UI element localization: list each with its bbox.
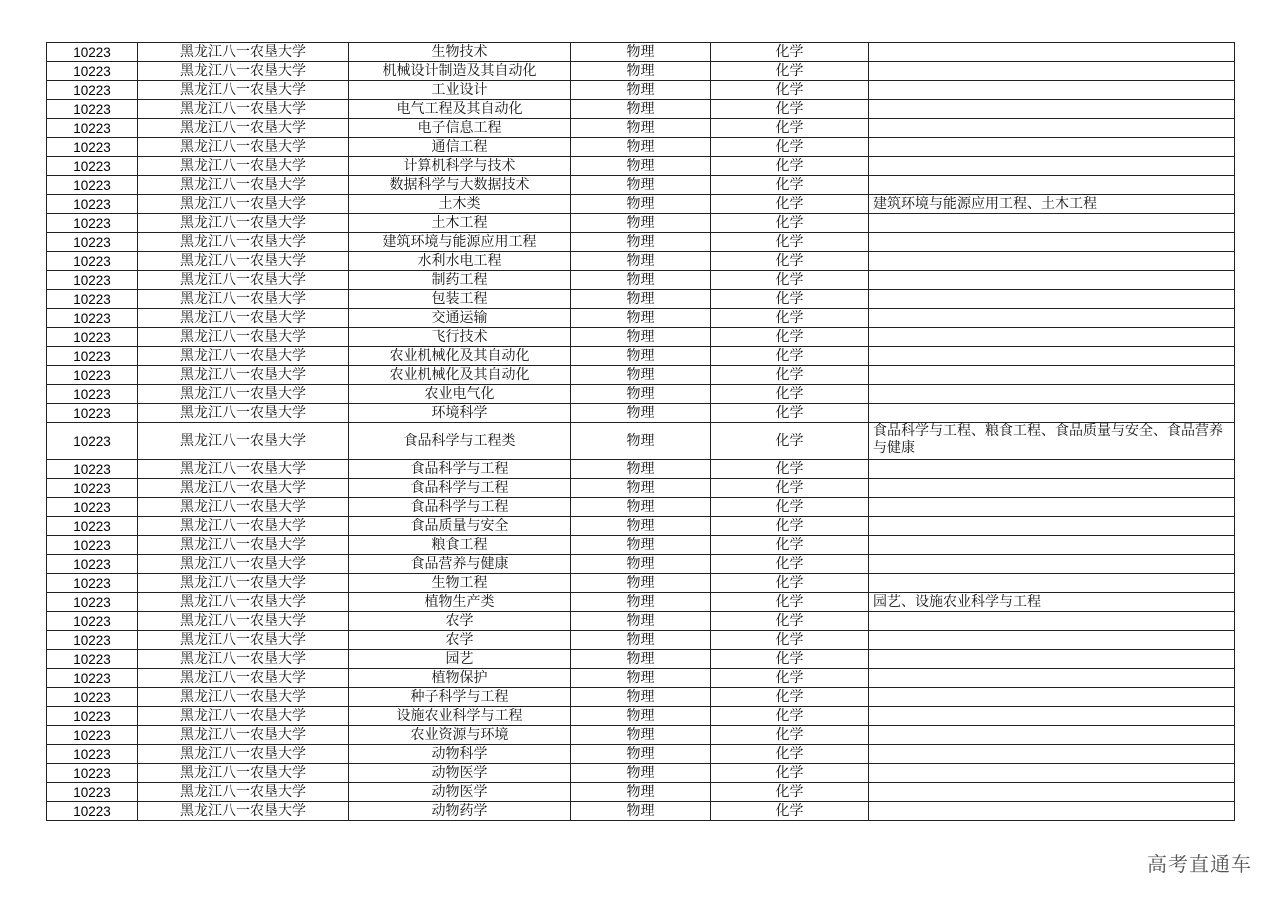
school-code-cell: 10223: [47, 252, 138, 271]
included-majors-cell: [869, 555, 1235, 574]
included-majors-cell: 园艺、设施农业科学与工程: [869, 593, 1235, 612]
school-code-cell: 10223: [47, 460, 138, 479]
school-code-cell: 10223: [47, 309, 138, 328]
school-name-cell: 黑龙江八一农垦大学: [138, 138, 349, 157]
included-majors-cell: [869, 214, 1235, 233]
table-row: [47, 81, 1235, 100]
required-subject-1-cell: 物理: [571, 631, 711, 650]
required-subject-1-cell: 物理: [571, 157, 711, 176]
included-majors-cell: [869, 688, 1235, 707]
table-row: [47, 328, 1235, 347]
school-code-cell: 10223: [47, 176, 138, 195]
major-name-cell: 粮食工程: [349, 536, 571, 555]
required-subject-2-cell: 化学: [711, 385, 869, 404]
school-name-cell: 黑龙江八一农垦大学: [138, 176, 349, 195]
included-majors-cell: [869, 290, 1235, 309]
school-code-cell: 10223: [47, 593, 138, 612]
school-name-cell: 黑龙江八一农垦大学: [138, 688, 349, 707]
table-row: [47, 688, 1235, 707]
major-name-cell: 生物技术: [349, 43, 571, 62]
school-code-cell: 10223: [47, 233, 138, 252]
included-majors-cell: [869, 650, 1235, 669]
required-subject-2-cell: 化学: [711, 783, 869, 802]
school-code-cell: 10223: [47, 81, 138, 100]
school-code-cell: 10223: [47, 555, 138, 574]
table-row: [47, 385, 1235, 404]
required-subject-2-cell: 化学: [711, 517, 869, 536]
included-majors-cell: [869, 366, 1235, 385]
required-subject-2-cell: 化学: [711, 593, 869, 612]
required-subject-1-cell: 物理: [571, 119, 711, 138]
included-majors-cell: [869, 176, 1235, 195]
school-name-cell: 黑龙江八一农垦大学: [138, 745, 349, 764]
required-subject-2-cell: 化学: [711, 252, 869, 271]
included-majors-cell: [869, 347, 1235, 366]
school-code-cell: 10223: [47, 745, 138, 764]
required-subject-1-cell: 物理: [571, 176, 711, 195]
table-row: [47, 62, 1235, 81]
table-body: [47, 43, 1235, 821]
included-majors-cell: [869, 536, 1235, 555]
included-majors-cell: [869, 479, 1235, 498]
school-code-cell: 10223: [47, 479, 138, 498]
required-subject-1-cell: 物理: [571, 385, 711, 404]
school-code-cell: 10223: [47, 138, 138, 157]
major-name-cell: 机械设计制造及其自动化: [349, 62, 571, 81]
required-subject-1-cell: 物理: [571, 536, 711, 555]
school-code-cell: 10223: [47, 119, 138, 138]
major-name-cell: 包装工程: [349, 290, 571, 309]
major-name-cell: 农学: [349, 631, 571, 650]
major-name-cell: 动物医学: [349, 764, 571, 783]
school-name-cell: 黑龙江八一农垦大学: [138, 764, 349, 783]
major-name-cell: 数据科学与大数据技术: [349, 176, 571, 195]
required-subject-1-cell: 物理: [571, 802, 711, 821]
school-code-cell: 10223: [47, 707, 138, 726]
table-row: [47, 347, 1235, 366]
watermark-text: 高考直通车: [1147, 852, 1252, 876]
required-subject-2-cell: 化学: [711, 81, 869, 100]
required-subject-1-cell: 物理: [571, 498, 711, 517]
major-name-cell: 设施农业科学与工程: [349, 707, 571, 726]
school-name-cell: 黑龙江八一农垦大学: [138, 233, 349, 252]
table-row: [47, 650, 1235, 669]
major-name-cell: 环境科学: [349, 404, 571, 423]
school-name-cell: 黑龙江八一农垦大学: [138, 423, 349, 460]
school-name-cell: 黑龙江八一农垦大学: [138, 479, 349, 498]
major-name-cell: 通信工程: [349, 138, 571, 157]
school-name-cell: 黑龙江八一农垦大学: [138, 157, 349, 176]
required-subject-2-cell: 化学: [711, 574, 869, 593]
included-majors-cell: [869, 157, 1235, 176]
major-name-cell: 农业资源与环境: [349, 726, 571, 745]
required-subject-2-cell: 化学: [711, 536, 869, 555]
school-name-cell: 黑龙江八一农垦大学: [138, 707, 349, 726]
major-name-cell: 种子科学与工程: [349, 688, 571, 707]
school-name-cell: 黑龙江八一农垦大学: [138, 119, 349, 138]
table-row: [47, 233, 1235, 252]
school-code-cell: 10223: [47, 157, 138, 176]
required-subject-1-cell: 物理: [571, 100, 711, 119]
required-subject-2-cell: 化学: [711, 479, 869, 498]
school-code-cell: 10223: [47, 328, 138, 347]
major-name-cell: 电子信息工程: [349, 119, 571, 138]
required-subject-1-cell: 物理: [571, 707, 711, 726]
required-subject-2-cell: 化学: [711, 309, 869, 328]
major-name-cell: 飞行技术: [349, 328, 571, 347]
major-name-cell: 土木工程: [349, 214, 571, 233]
required-subject-1-cell: 物理: [571, 764, 711, 783]
table-row: [47, 536, 1235, 555]
school-code-cell: 10223: [47, 802, 138, 821]
required-subject-1-cell: 物理: [571, 195, 711, 214]
school-code-cell: 10223: [47, 271, 138, 290]
required-subject-2-cell: 化学: [711, 423, 869, 460]
school-code-cell: 10223: [47, 726, 138, 745]
school-name-cell: 黑龙江八一农垦大学: [138, 574, 349, 593]
included-majors-cell: [869, 62, 1235, 81]
table-row: [47, 157, 1235, 176]
major-name-cell: 计算机科学与技术: [349, 157, 571, 176]
major-name-cell: 食品科学与工程类: [349, 423, 571, 460]
required-subject-2-cell: 化学: [711, 688, 869, 707]
admission-subject-table: [46, 42, 1235, 821]
included-majors-cell: [869, 404, 1235, 423]
included-majors-cell: [869, 309, 1235, 328]
included-majors-cell: [869, 498, 1235, 517]
required-subject-1-cell: 物理: [571, 309, 711, 328]
school-code-cell: 10223: [47, 290, 138, 309]
school-name-cell: 黑龙江八一农垦大学: [138, 100, 349, 119]
table-row: [47, 726, 1235, 745]
table-row: [47, 669, 1235, 688]
major-name-cell: 动物医学: [349, 783, 571, 802]
major-name-cell: 园艺: [349, 650, 571, 669]
table-row: [47, 574, 1235, 593]
major-name-cell: 农业机械化及其自动化: [349, 366, 571, 385]
included-majors-cell: [869, 764, 1235, 783]
table-row: [47, 555, 1235, 574]
table-row: [47, 119, 1235, 138]
required-subject-1-cell: 物理: [571, 669, 711, 688]
required-subject-2-cell: 化学: [711, 631, 869, 650]
required-subject-2-cell: 化学: [711, 650, 869, 669]
required-subject-2-cell: 化学: [711, 328, 869, 347]
major-name-cell: 植物保护: [349, 669, 571, 688]
included-majors-cell: [869, 612, 1235, 631]
school-name-cell: 黑龙江八一农垦大学: [138, 385, 349, 404]
major-name-cell: 食品科学与工程: [349, 498, 571, 517]
school-name-cell: 黑龙江八一农垦大学: [138, 631, 349, 650]
required-subject-1-cell: 物理: [571, 726, 711, 745]
included-majors-cell: [869, 328, 1235, 347]
required-subject-1-cell: 物理: [571, 347, 711, 366]
table-row: [47, 252, 1235, 271]
required-subject-2-cell: 化学: [711, 669, 869, 688]
school-code-cell: 10223: [47, 669, 138, 688]
school-code-cell: 10223: [47, 62, 138, 81]
major-name-cell: 植物生产类: [349, 593, 571, 612]
school-code-cell: 10223: [47, 688, 138, 707]
required-subject-1-cell: 物理: [571, 783, 711, 802]
school-name-cell: 黑龙江八一农垦大学: [138, 271, 349, 290]
included-majors-cell: 食品科学与工程、粮食工程、食品质量与安全、食品营养与健康: [869, 423, 1235, 460]
required-subject-1-cell: 物理: [571, 138, 711, 157]
required-subject-1-cell: 物理: [571, 404, 711, 423]
school-code-cell: 10223: [47, 347, 138, 366]
required-subject-1-cell: 物理: [571, 745, 711, 764]
required-subject-2-cell: 化学: [711, 100, 869, 119]
school-name-cell: 黑龙江八一农垦大学: [138, 195, 349, 214]
major-name-cell: 建筑环境与能源应用工程: [349, 233, 571, 252]
school-name-cell: 黑龙江八一农垦大学: [138, 460, 349, 479]
school-code-cell: 10223: [47, 764, 138, 783]
school-name-cell: 黑龙江八一农垦大学: [138, 366, 349, 385]
school-name-cell: 黑龙江八一农垦大学: [138, 726, 349, 745]
required-subject-1-cell: 物理: [571, 688, 711, 707]
school-name-cell: 黑龙江八一农垦大学: [138, 783, 349, 802]
required-subject-2-cell: 化学: [711, 290, 869, 309]
major-name-cell: 食品营养与健康: [349, 555, 571, 574]
included-majors-cell: [869, 100, 1235, 119]
major-name-cell: 农学: [349, 612, 571, 631]
included-majors-cell: 建筑环境与能源应用工程、土木工程: [869, 195, 1235, 214]
table-row: [47, 366, 1235, 385]
major-name-cell: 电气工程及其自动化: [349, 100, 571, 119]
school-code-cell: 10223: [47, 43, 138, 62]
table-row: [47, 479, 1235, 498]
table-row: [47, 612, 1235, 631]
table-row: [47, 290, 1235, 309]
required-subject-2-cell: 化学: [711, 157, 869, 176]
required-subject-2-cell: 化学: [711, 347, 869, 366]
table-row: [47, 43, 1235, 62]
major-name-cell: 交通运输: [349, 309, 571, 328]
required-subject-2-cell: 化学: [711, 366, 869, 385]
school-code-cell: 10223: [47, 423, 138, 460]
major-name-cell: 水利水电工程: [349, 252, 571, 271]
included-majors-cell: [869, 271, 1235, 290]
required-subject-2-cell: 化学: [711, 612, 869, 631]
school-code-cell: 10223: [47, 631, 138, 650]
school-code-cell: 10223: [47, 100, 138, 119]
table-row: [47, 404, 1235, 423]
school-code-cell: 10223: [47, 612, 138, 631]
required-subject-2-cell: 化学: [711, 802, 869, 821]
table-row: [47, 271, 1235, 290]
school-name-cell: 黑龙江八一农垦大学: [138, 43, 349, 62]
required-subject-2-cell: 化学: [711, 498, 869, 517]
school-name-cell: 黑龙江八一农垦大学: [138, 802, 349, 821]
required-subject-1-cell: 物理: [571, 460, 711, 479]
school-code-cell: 10223: [47, 574, 138, 593]
table-row: [47, 423, 1235, 460]
school-name-cell: 黑龙江八一农垦大学: [138, 290, 349, 309]
included-majors-cell: [869, 802, 1235, 821]
included-majors-cell: [869, 517, 1235, 536]
major-name-cell: 制药工程: [349, 271, 571, 290]
required-subject-2-cell: 化学: [711, 43, 869, 62]
required-subject-2-cell: 化学: [711, 404, 869, 423]
table-row: [47, 593, 1235, 612]
table-row: [47, 138, 1235, 157]
included-majors-cell: [869, 707, 1235, 726]
required-subject-2-cell: 化学: [711, 176, 869, 195]
included-majors-cell: [869, 745, 1235, 764]
required-subject-2-cell: 化学: [711, 764, 869, 783]
included-majors-cell: [869, 726, 1235, 745]
required-subject-1-cell: 物理: [571, 62, 711, 81]
required-subject-1-cell: 物理: [571, 574, 711, 593]
included-majors-cell: [869, 385, 1235, 404]
school-name-cell: 黑龙江八一农垦大学: [138, 252, 349, 271]
required-subject-2-cell: 化学: [711, 271, 869, 290]
school-name-cell: 黑龙江八一农垦大学: [138, 517, 349, 536]
required-subject-2-cell: 化学: [711, 119, 869, 138]
required-subject-1-cell: 物理: [571, 517, 711, 536]
school-code-cell: 10223: [47, 195, 138, 214]
required-subject-2-cell: 化学: [711, 707, 869, 726]
school-name-cell: 黑龙江八一农垦大学: [138, 650, 349, 669]
required-subject-2-cell: 化学: [711, 195, 869, 214]
major-name-cell: 农业机械化及其自动化: [349, 347, 571, 366]
major-name-cell: 食品科学与工程: [349, 460, 571, 479]
major-name-cell: 生物工程: [349, 574, 571, 593]
included-majors-cell: [869, 138, 1235, 157]
required-subject-2-cell: 化学: [711, 138, 869, 157]
table-row: [47, 460, 1235, 479]
school-name-cell: 黑龙江八一农垦大学: [138, 498, 349, 517]
required-subject-1-cell: 物理: [571, 233, 711, 252]
school-code-cell: 10223: [47, 385, 138, 404]
major-name-cell: 工业设计: [349, 81, 571, 100]
included-majors-cell: [869, 119, 1235, 138]
school-code-cell: 10223: [47, 783, 138, 802]
table-row: [47, 214, 1235, 233]
required-subject-1-cell: 物理: [571, 555, 711, 574]
required-subject-1-cell: 物理: [571, 252, 711, 271]
table-row: [47, 309, 1235, 328]
included-majors-cell: [869, 783, 1235, 802]
required-subject-1-cell: 物理: [571, 43, 711, 62]
school-name-cell: 黑龙江八一农垦大学: [138, 81, 349, 100]
included-majors-cell: [869, 669, 1235, 688]
school-name-cell: 黑龙江八一农垦大学: [138, 347, 349, 366]
school-code-cell: 10223: [47, 404, 138, 423]
school-name-cell: 黑龙江八一农垦大学: [138, 404, 349, 423]
required-subject-2-cell: 化学: [711, 62, 869, 81]
required-subject-2-cell: 化学: [711, 726, 869, 745]
required-subject-2-cell: 化学: [711, 555, 869, 574]
table-row: [47, 195, 1235, 214]
school-name-cell: 黑龙江八一农垦大学: [138, 536, 349, 555]
table-row: [47, 764, 1235, 783]
major-name-cell: 动物药学: [349, 802, 571, 821]
school-name-cell: 黑龙江八一农垦大学: [138, 593, 349, 612]
table-row: [47, 707, 1235, 726]
table-row: [47, 176, 1235, 195]
school-code-cell: 10223: [47, 498, 138, 517]
school-name-cell: 黑龙江八一农垦大学: [138, 669, 349, 688]
included-majors-cell: [869, 631, 1235, 650]
required-subject-2-cell: 化学: [711, 214, 869, 233]
table-row: [47, 498, 1235, 517]
school-name-cell: 黑龙江八一农垦大学: [138, 309, 349, 328]
required-subject-2-cell: 化学: [711, 233, 869, 252]
table-row: [47, 802, 1235, 821]
included-majors-cell: [869, 81, 1235, 100]
school-name-cell: 黑龙江八一农垦大学: [138, 62, 349, 81]
major-name-cell: 食品科学与工程: [349, 479, 571, 498]
included-majors-cell: [869, 233, 1235, 252]
required-subject-1-cell: 物理: [571, 366, 711, 385]
school-name-cell: 黑龙江八一农垦大学: [138, 214, 349, 233]
school-name-cell: 黑龙江八一农垦大学: [138, 555, 349, 574]
required-subject-1-cell: 物理: [571, 423, 711, 460]
school-code-cell: 10223: [47, 650, 138, 669]
included-majors-cell: [869, 252, 1235, 271]
included-majors-cell: [869, 43, 1235, 62]
school-name-cell: 黑龙江八一农垦大学: [138, 612, 349, 631]
included-majors-cell: [869, 574, 1235, 593]
major-name-cell: 食品质量与安全: [349, 517, 571, 536]
required-subject-2-cell: 化学: [711, 460, 869, 479]
school-name-cell: 黑龙江八一农垦大学: [138, 328, 349, 347]
required-subject-1-cell: 物理: [571, 612, 711, 631]
school-code-cell: 10223: [47, 366, 138, 385]
required-subject-1-cell: 物理: [571, 290, 711, 309]
school-code-cell: 10223: [47, 536, 138, 555]
required-subject-1-cell: 物理: [571, 593, 711, 612]
required-subject-1-cell: 物理: [571, 650, 711, 669]
required-subject-1-cell: 物理: [571, 214, 711, 233]
school-code-cell: 10223: [47, 517, 138, 536]
required-subject-1-cell: 物理: [571, 81, 711, 100]
table-row: [47, 783, 1235, 802]
major-name-cell: 农业电气化: [349, 385, 571, 404]
included-majors-cell: [869, 460, 1235, 479]
required-subject-2-cell: 化学: [711, 745, 869, 764]
table-row: [47, 631, 1235, 650]
required-subject-1-cell: 物理: [571, 479, 711, 498]
table-row: [47, 745, 1235, 764]
school-code-cell: 10223: [47, 214, 138, 233]
table-row: [47, 100, 1235, 119]
required-subject-1-cell: 物理: [571, 328, 711, 347]
major-name-cell: 动物科学: [349, 745, 571, 764]
table-row: [47, 517, 1235, 536]
required-subject-1-cell: 物理: [571, 271, 711, 290]
major-name-cell: 土木类: [349, 195, 571, 214]
